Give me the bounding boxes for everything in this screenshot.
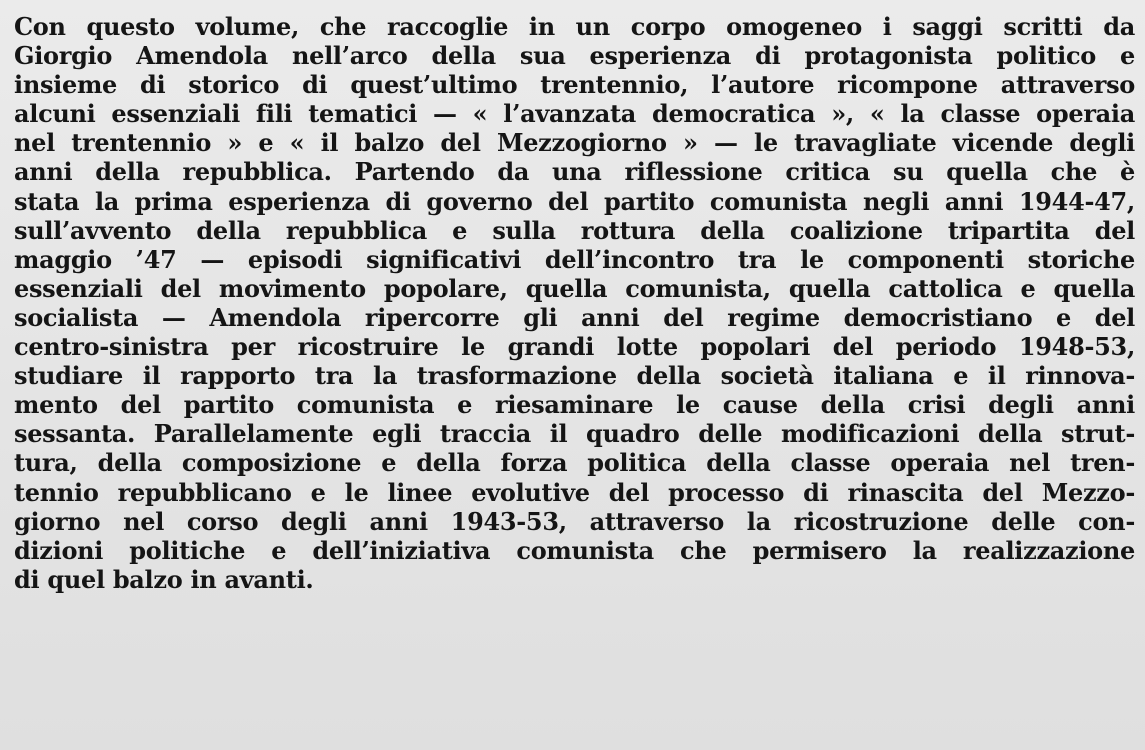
text-line: insieme di storico di quest’ultimo trentennio, l’autore ricompone attraverso: [14, 70, 1135, 100]
text-line: studiare il rapporto tra la trasformazione della società italiana e il rinnova-: [14, 361, 1135, 391]
text-line: tennio repubblicano e le linee evolutive del processo di rinascita del Mezzo-: [14, 477, 1135, 507]
text-line: sull’avvento della repubblica e sulla rottura della coalizione tripartita del: [14, 215, 1135, 245]
body-paragraph: [14, 12, 1135, 594]
text-line: giorno nel corso degli anni 1943-53, attraverso la ricostruzione delle con-: [14, 506, 1135, 536]
text-line: nel trentennio » e « il balzo del Mezzogiorno » — le travagliate vicende degli: [14, 128, 1135, 158]
text-line: mento del partito comunista e riesaminare le cause della crisi degli anni: [14, 390, 1135, 420]
text-line: stata la prima esperienza di governo del partito comunista negli anni 1944-47,: [14, 186, 1135, 216]
text-line: tura, della composizione e della forza politica della classe operaia nel tren-: [14, 448, 1135, 478]
text-line: essenziali del movimento popolare, quella comunista, quella cattolica e quella: [14, 273, 1135, 303]
text-line: maggio ’47 — episodi significativi dell’incontro tra le componenti storiche: [14, 244, 1135, 274]
text-line: anni della repubblica. Partendo da una riflessione critica su quella che è: [14, 157, 1135, 187]
text-line: dizioni politiche e dell’iniziativa comunista che permisero la realizzazione: [14, 535, 1135, 565]
text-line: di quel balzo in avanti.: [14, 564, 314, 594]
text-line: centro-sinistra per ricostruire le grandi lotte popolari del periodo 1948-53,: [14, 332, 1135, 362]
text-line: Giorgio Amendola nell’arco della sua esperienza di protagonista politico e: [14, 41, 1135, 71]
text-line: sessanta. Parallelamente egli traccia il quadro delle modificazioni della strut-: [14, 419, 1135, 449]
text-line: alcuni essenziali fili tematici — « l’avanzata democratica », « la classe operaia: [14, 99, 1135, 129]
text-line: socialista — Amendola ripercorre gli anni del regime democristiano e del: [14, 302, 1135, 332]
text-line: Con questo volume, che raccoglie in un corpo omogeneo i saggi scritti da: [14, 12, 1135, 41]
